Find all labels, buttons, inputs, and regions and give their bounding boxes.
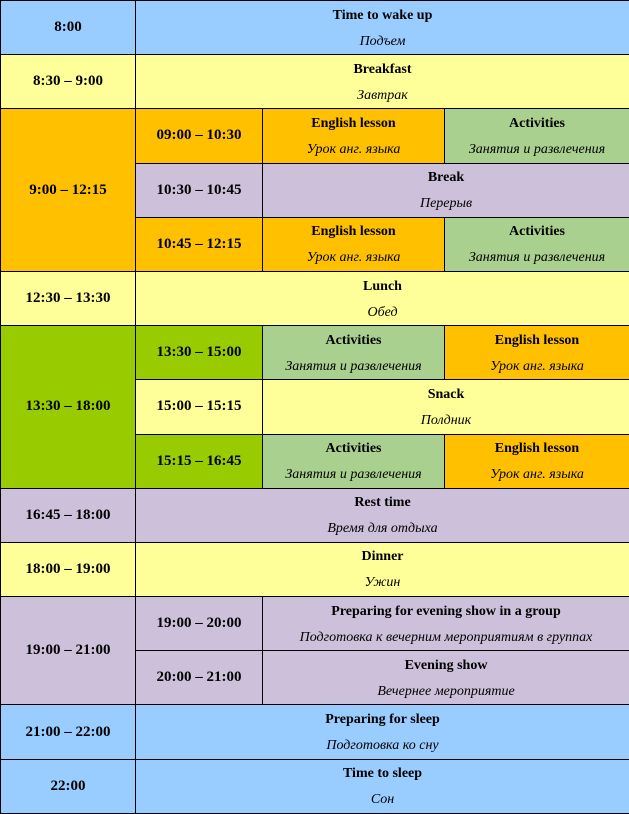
event-title-en: English lesson — [494, 441, 580, 457]
event-title-ru: Урок анг. языка — [490, 467, 584, 483]
event-title-en: Time to sleep — [342, 766, 423, 782]
event-cell-b — [445, 434, 629, 488]
event-title-en: Rest time — [354, 495, 411, 511]
event-title-en: Activities — [325, 441, 382, 457]
event-title-en: Activities — [325, 332, 382, 348]
event-title-ru: Урок анг. языка — [306, 141, 401, 157]
event-title-en: Snack — [427, 386, 465, 402]
event-cell — [136, 759, 629, 813]
event-cell — [136, 55, 629, 109]
event-title-ru: Подъем — [359, 33, 406, 49]
event-title-en: Activities — [509, 115, 565, 131]
event-title-ru: Завтрак — [357, 87, 408, 103]
event-title-ru: Обед — [367, 304, 398, 320]
event-cell-a — [263, 109, 445, 163]
event-cell — [136, 271, 629, 325]
event-title-ru: Занятия и развлечения — [468, 141, 606, 157]
schedule-row-breakfast — [1, 55, 629, 109]
event-title-ru: Подготовка ко сну — [326, 738, 439, 754]
time-cell: 19:00 – 21:00 — [1, 597, 136, 705]
event-title-ru: Занятия и развлечения — [468, 250, 606, 266]
event-title-ru: Занятия и развлечения — [285, 358, 422, 374]
schedule-row-morning-lesson-1 — [1, 109, 629, 163]
event-title-ru: Урок анг. языка — [490, 358, 584, 374]
event-title-ru: Перерыв — [419, 196, 473, 212]
event-title-ru: Подготовка к вечерним мероприятиям в группах — [299, 629, 593, 645]
time-cell: 18:00 – 19:00 — [1, 542, 136, 596]
event-title-en: Preparing for evening show in a group — [331, 603, 561, 619]
schedule-row-evening-preparation — [1, 597, 629, 651]
time-cell: 16:45 – 18:00 — [1, 488, 136, 542]
event-cell-a — [263, 217, 445, 271]
schedule-row-rest-time — [1, 488, 629, 542]
event-cell-b — [445, 326, 629, 380]
event-title-en: Break — [427, 170, 465, 186]
schedule-row-dinner — [1, 542, 629, 596]
sub-time-cell: 15:15 – 16:45 — [136, 434, 263, 488]
event-cell-b — [445, 109, 629, 163]
time-cell: 8:00 — [1, 1, 136, 55]
event-title-en: English lesson — [311, 115, 396, 131]
event-title-ru: Время для отдыха — [327, 521, 438, 537]
event-title-ru: Занятия и развлечения — [285, 467, 422, 483]
sub-time-cell: 13:30 – 15:00 — [136, 326, 263, 380]
event-title-en: Dinner — [361, 549, 404, 565]
event-title-ru: Сон — [370, 792, 395, 808]
time-cell: 9:00 – 12:15 — [1, 109, 136, 272]
sub-time-cell: 20:00 – 21:00 — [136, 651, 263, 705]
sub-time-cell: 10:30 – 10:45 — [136, 163, 263, 217]
event-title-ru: Вечернее мероприятие — [377, 683, 515, 699]
time-cell: 22:00 — [1, 759, 136, 813]
time-cell: 13:30 – 18:00 — [1, 326, 136, 489]
event-cell — [136, 705, 629, 759]
event-cell-a — [263, 326, 445, 380]
time-cell: 8:30 – 9:00 — [1, 55, 136, 109]
event-title-en: Activities — [509, 224, 565, 240]
event-cell — [263, 380, 629, 434]
event-cell — [136, 1, 629, 55]
schedule-row-time-to-sleep — [1, 759, 629, 813]
event-title-en: Evening show — [404, 657, 488, 673]
event-title-en: English lesson — [494, 332, 580, 348]
event-cell — [136, 488, 629, 542]
event-cell-a — [263, 434, 445, 488]
schedule-row-wake-up — [1, 1, 629, 55]
event-title-en: Lunch — [363, 278, 402, 294]
event-title-en: Breakfast — [353, 61, 412, 77]
event-title-en: English lesson — [311, 224, 396, 240]
sub-time-cell: 09:00 – 10:30 — [136, 109, 263, 163]
event-title-en: Time to wake up — [332, 7, 433, 23]
sub-time-cell: 19:00 – 20:00 — [136, 597, 263, 651]
event-title-en: Preparing for sleep — [325, 712, 440, 728]
sub-time-cell: 15:00 – 15:15 — [136, 380, 263, 434]
event-title-ru: Полдник — [420, 412, 472, 428]
time-cell: 21:00 – 22:00 — [1, 705, 136, 759]
schedule-row-afternoon-activities-1 — [1, 326, 629, 380]
event-cell — [263, 163, 629, 217]
event-cell-b — [445, 217, 629, 271]
event-cell — [263, 597, 629, 651]
time-cell: 12:30 – 13:30 — [1, 271, 136, 325]
event-cell — [136, 542, 629, 596]
sub-time-cell: 10:45 – 12:15 — [136, 217, 263, 271]
schedule-row-preparing-for-sleep — [1, 705, 629, 759]
event-title-ru: Урок анг. языка — [306, 250, 401, 266]
event-title-ru: Ужин — [364, 575, 401, 591]
schedule-row-lunch — [1, 271, 629, 325]
event-cell — [263, 651, 629, 705]
